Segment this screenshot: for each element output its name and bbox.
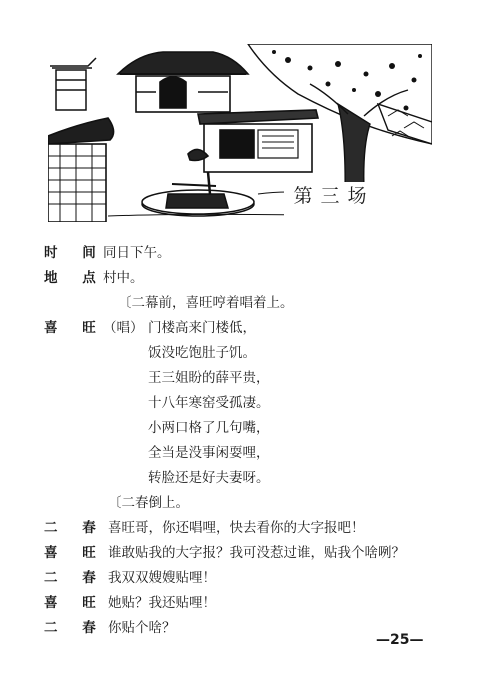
- song-line: 饭没吃饱肚子饥。: [148, 345, 256, 361]
- stage-direction: 〔二春倒上。: [108, 495, 189, 511]
- dialogue-text: 喜旺哥，你还唱哩，快去看你的大字报吧！: [108, 520, 365, 536]
- dialogue-text: 谁敢贴我的大字报？我可没惹过谁，贴我个啥咧？: [108, 545, 405, 561]
- dialogue-text: 她贴？我还贴哩！: [108, 595, 216, 611]
- notice-wall: [188, 110, 318, 172]
- time-value: 同日下午。: [103, 245, 171, 261]
- scene-title: 第三场: [293, 185, 375, 207]
- place-label: 地 点: [44, 270, 106, 286]
- dialogue-speaker: 二 春: [44, 570, 106, 586]
- place-value: 村中。: [103, 270, 144, 286]
- page-number: —25—: [376, 632, 424, 648]
- time-label: 时 间: [44, 245, 106, 261]
- song-line: 王三姐盼的薛平贵，: [148, 370, 270, 386]
- temple: [118, 52, 248, 112]
- dialogue-speaker: 二 春: [44, 620, 106, 636]
- dialogue-text: 我双双嫂嫂贴哩！: [108, 570, 216, 586]
- song-line: 小两口格了几句嘴，: [148, 420, 270, 436]
- song-line: 全当是没事闲耍哩，: [148, 445, 270, 461]
- song-line: 转脸还是好夫妻呀。: [148, 470, 270, 486]
- song-speaker: 喜 旺: [44, 320, 106, 336]
- song-line: 十八年寒窑受孤凄。: [148, 395, 270, 411]
- dialogue-speaker: 二 春: [44, 520, 106, 536]
- dialogue-text: 你贴个啥？: [108, 620, 176, 636]
- song-marker: （唱）: [103, 320, 144, 336]
- dialogue-speaker: 喜 旺: [44, 545, 106, 561]
- near-roof-left: [48, 118, 114, 222]
- dialogue-speaker: 喜 旺: [44, 595, 106, 611]
- song-line: 门楼高来门楼低，: [148, 320, 256, 336]
- stage-direction: 〔二幕前，喜旺哼着唱着上。: [118, 295, 294, 311]
